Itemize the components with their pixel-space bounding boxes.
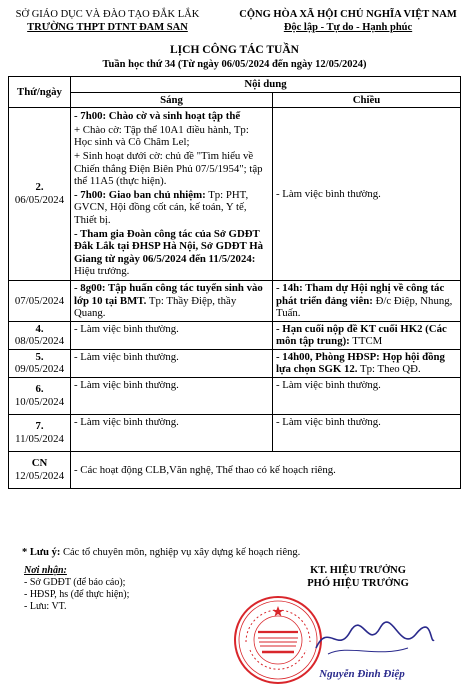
school-name: TRƯỜNG THPT DTNT ĐAM SAN: [27, 22, 188, 33]
issuer-block: [10, 8, 205, 34]
morning-cell: [71, 108, 273, 281]
day-cell: [9, 415, 71, 452]
morning-cell: - Làm việc bình thường.: [71, 321, 273, 349]
day-date: 10/05/2024: [14, 396, 65, 409]
day-cell: [9, 108, 71, 281]
national-motto-block: [232, 8, 464, 34]
table-row: [9, 452, 461, 489]
schedule-table: [8, 76, 461, 489]
table-row: [9, 108, 461, 281]
event-detail: Đ/c Điệp, Nhung, Tuấn.: [276, 294, 453, 320]
day-cell: [9, 349, 71, 377]
signer-title: PHÓ HIỆU TRƯỞNG: [307, 578, 409, 589]
event-detail: + Sinh hoạt dưới cờ: chủ đề "Tìm hiểu về Chiến thắng Điện Biên Phủ 07/5/1954"; tập thể 11A5 (thực hiện).: [74, 149, 263, 188]
signer-name: Nguyễn Đình Điệp: [319, 668, 405, 680]
day-date: 12/05/2024: [14, 470, 65, 483]
event-detail: Tp: Theo QĐ.: [357, 363, 421, 376]
event-detail: Tp: PHT, GVCN, Hội đồng cốt cán, kế toán, Y tế, Thiết bị.: [74, 188, 249, 226]
table-header-row: [9, 77, 461, 93]
afternoon-cell: - Làm việc bình thường.: [273, 108, 461, 281]
document-title: LỊCH CÔNG TÁC TUẦN: [170, 44, 299, 56]
content-column-header: Nội dung: [71, 77, 461, 93]
afternoon-cell: - Làm việc bình thường.: [273, 415, 461, 452]
afternoon-cell: [273, 321, 461, 349]
table-row: [9, 321, 461, 349]
day-number: 7.: [35, 420, 44, 433]
afternoon-cell: - Làm việc bình thường.: [273, 378, 461, 415]
table-row: [9, 280, 461, 321]
recipient-item: - Lưu: VT.: [24, 601, 67, 612]
day-date: 08/05/2024: [14, 335, 65, 348]
document-subtitle: Tuần học thứ 34 (Từ ngày 06/05/2024 đến ngày 12/05/2024): [102, 59, 367, 70]
country-name: CỘNG HÒA XÃ HỘI CHỦ NGHĨA VIỆT NAM: [239, 9, 457, 20]
recipients-block: [24, 565, 129, 613]
motto: Độc lập - Tự do - Hạnh phúc: [283, 22, 413, 33]
day-column-header: Thứ/ngày: [9, 77, 71, 108]
signer-authority: KT. HIỆU TRƯỞNG: [310, 565, 406, 576]
afternoon-cell: [273, 349, 461, 377]
table-row: [9, 378, 461, 415]
event-title: - 7h00: Chào cờ và sinh hoạt tập thể: [74, 110, 241, 123]
morning-column-header: Sáng: [71, 92, 273, 108]
signature-block: [268, 564, 448, 590]
table-subheader-row: [9, 92, 461, 108]
morning-cell: [71, 280, 273, 321]
day-cell: [9, 378, 71, 415]
day-cell: [9, 452, 71, 489]
day-number: 6.: [35, 383, 44, 396]
morning-cell: - Làm việc bình thường.: [71, 349, 273, 377]
morning-cell: - Làm việc bình thường.: [71, 378, 273, 415]
note-text: Các tổ chuyên môn, nghiệp vụ xây dựng kế hoạch riêng.: [60, 547, 301, 558]
event-detail: + Chào cờ: Tập thể 10A1 điều hành, Tp: Học sinh và Cô Châm Lel;: [74, 123, 249, 149]
sunday-content-cell: - Các hoạt động CLB,Văn nghệ, Thể thao có kế hoạch riêng.: [71, 452, 461, 489]
day-date: 06/05/2024: [14, 194, 65, 207]
event-title: - 14h00, Phòng HĐSP: Họp hội đồng lựa chọn SGK 12.: [276, 350, 445, 376]
afternoon-column-header: Chiều: [273, 92, 461, 108]
handwritten-signature: [308, 614, 438, 664]
day-date: 11/05/2024: [15, 433, 64, 446]
day-cell: [9, 280, 71, 321]
event-detail: Hiệu trưởng.: [74, 265, 130, 278]
table-row: [9, 415, 461, 452]
day-cell: [9, 321, 71, 349]
note-label: * Lưu ý:: [22, 547, 61, 558]
event-detail: TTCM: [349, 335, 383, 348]
event-detail: Tp: Thầy Điệp, thầy Quang.: [74, 294, 237, 320]
afternoon-cell: [273, 280, 461, 321]
event-title: - Tham gia Đoàn công tác của Sở GDĐT Đắk Lắk tại ĐHSP Hà Nội, Sở GDĐT Hà Giang từ ngày 06/5/2024 đến 11/5/2024:: [74, 227, 264, 265]
table-row: [9, 349, 461, 377]
day-date: 07/05/2024: [14, 294, 65, 307]
day-number: CN: [31, 457, 48, 470]
department-name: SỞ GIÁO DỤC VÀ ĐÀO TẠO ĐẮK LẮK: [15, 9, 200, 20]
day-number: 5.: [35, 350, 44, 363]
day-number: 4.: [35, 322, 44, 335]
note: [22, 546, 300, 559]
morning-cell: - Làm việc bình thường.: [71, 415, 273, 452]
day-date: 09/05/2024: [14, 363, 65, 376]
recipients-title: Nơi nhận:: [24, 565, 67, 576]
recipient-item: - HĐSP, hs (để thực hiện);: [24, 589, 130, 600]
event-title: - 7h00: Giao ban chủ nhiệm:: [74, 188, 206, 201]
event-title: - 8g00: Tập huấn công tác tuyển sinh vào lớp 10 tại BMT.: [74, 281, 263, 307]
recipient-item: - Sở GDĐT (để báo cáo);: [24, 577, 126, 588]
event-title: - 14h: Tham dự Hội nghị về công tác phát triển đảng viên:: [276, 281, 445, 307]
day-number: 2.: [35, 181, 44, 194]
event-title: - Hạn cuối nộp đề KT cuối HK2 (Các môn tập trung):: [276, 322, 447, 348]
